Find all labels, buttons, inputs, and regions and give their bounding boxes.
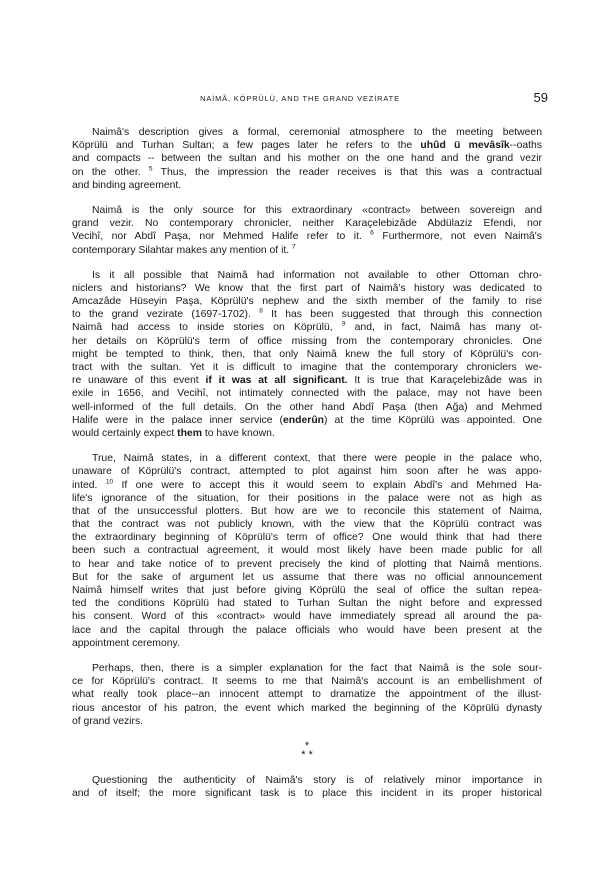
text-line bbox=[72, 269, 542, 282]
text-run: Is it all possible that Naimâ had information not available to other Ottoman chro- bbox=[92, 269, 542, 281]
text-line bbox=[72, 624, 542, 637]
text-run: been such a contractual agreement, it would most likely have been made public for all bbox=[72, 545, 542, 557]
text-line bbox=[72, 244, 542, 257]
text-run: to have known. bbox=[201, 427, 275, 439]
paragraph bbox=[72, 774, 542, 800]
text-run: True, Naimâ states, in a different context, that there were people in the palace who, bbox=[92, 453, 542, 465]
text-line bbox=[72, 126, 542, 139]
text-run: appointment ceremony. bbox=[72, 637, 180, 649]
text-run: and of itself; the more significant task is to place this incident in its proper historical bbox=[72, 788, 542, 800]
text-line bbox=[72, 139, 542, 152]
footnote-ref: 10 bbox=[105, 478, 114, 486]
text-line bbox=[72, 584, 542, 597]
text-run: ted the conditions Köprülü had stated to Turhan Sultan the night before and expressed bbox=[72, 598, 542, 610]
text-line bbox=[72, 637, 542, 650]
paragraph bbox=[72, 662, 542, 728]
paragraph bbox=[72, 269, 542, 440]
text-line bbox=[72, 295, 542, 308]
text-run: life's ignorance of the situation, for their positions in the palace were not as high as bbox=[72, 492, 542, 504]
text-run: that of the unsuccessful plotters. But how are we to reconcile this statement of Naima, bbox=[72, 505, 542, 517]
text-run: ce for Köprülü's contract. It seems to me that Naimâ's account is an embellishment of bbox=[72, 676, 542, 688]
footnote-ref: 8 bbox=[259, 307, 263, 315]
text-line bbox=[72, 166, 542, 179]
emphasis-text: them bbox=[177, 427, 202, 439]
text-run: Questioning the authenticity of Naimâ's story is of relatively minor importance in bbox=[92, 774, 542, 786]
text-run: rious ancestor of his patron, the event which marked the beginning of the Köprülü dynasty bbox=[72, 702, 542, 714]
text-run: lace and the capital through the palace officials who would have been present at the bbox=[72, 624, 542, 636]
text-run: It has been suggested that through this connection bbox=[262, 309, 542, 321]
text-line bbox=[72, 774, 542, 787]
emphasis-text: enderûn bbox=[283, 414, 325, 426]
text-run: and binding agreement. bbox=[72, 179, 182, 191]
text-line bbox=[72, 335, 542, 348]
text-run: that the contract was not publicly known, with the view that the Köprülü contract was bbox=[72, 519, 542, 531]
text-line bbox=[72, 715, 542, 728]
separator-bottom: * * bbox=[301, 748, 313, 761]
footnote-ref: 5 bbox=[148, 165, 153, 173]
text-line bbox=[72, 675, 542, 688]
text-run: and, in fact, Naimâ has many ot- bbox=[345, 322, 542, 334]
text-line bbox=[72, 597, 542, 610]
text-run: --oaths bbox=[509, 140, 542, 152]
footnote-ref: 6 bbox=[370, 229, 374, 237]
text-run: unaware of Köprülü's contract, attempted to plot against him soon after he was appo- bbox=[72, 466, 542, 478]
text-line bbox=[72, 401, 542, 414]
text-run: ) at the time Köprülü was appointed. One bbox=[324, 414, 542, 426]
text-line bbox=[72, 204, 542, 217]
emphasis-text: if it was at all significant. bbox=[205, 375, 348, 387]
text-line bbox=[72, 787, 542, 800]
text-line bbox=[72, 282, 542, 295]
text-run: might be tempted to think, then, that only Naimâ knew the full story of Köprülü's con- bbox=[72, 348, 542, 360]
text-run: to hear and take notice of to prevent precisely the kind of plotting that Naimâ mentions. bbox=[72, 558, 542, 570]
text-run: Naimâ had access to inside stories on Köprülü, bbox=[72, 322, 342, 334]
text-line bbox=[72, 465, 542, 478]
text-run: Amcazâde Hüseyin Paşa, Köprülü's nephew and the sixth member of the family to rise bbox=[72, 296, 542, 308]
text-run: her details on Köprülü's term of office missing from the contemporary chronicles. One bbox=[72, 335, 542, 347]
text-run: inted. bbox=[72, 479, 106, 491]
paragraph bbox=[72, 452, 542, 650]
text-run: Thus, the impression the reader receives is that this was a contractual bbox=[152, 166, 542, 178]
text-line bbox=[72, 492, 542, 505]
text-run: what really took place--an innocent attempt to dramatize the appointment of the illust- bbox=[72, 689, 542, 701]
text-line bbox=[72, 152, 542, 165]
text-line bbox=[72, 702, 542, 715]
text-line bbox=[72, 308, 542, 321]
separator-top: * bbox=[304, 739, 310, 752]
text-run: Vecihî, nor Abdî Paşa, nor Mehmed Halife refer to it. bbox=[72, 231, 371, 243]
text-run: But for the sake of argument let us assume that there was no official announcement bbox=[72, 571, 542, 583]
text-run: niclers and historians? We know that the first part of Naimâ's history was dedicated to bbox=[72, 282, 542, 294]
text-line bbox=[72, 479, 542, 492]
text-run: Naimâ himself writes that just before giving Köprülü the seal of office the sultan repea- bbox=[72, 585, 542, 596]
text-line bbox=[72, 558, 542, 571]
text-line bbox=[72, 688, 542, 701]
text-run: his consent. Word of this «contract» would have immediately spread all around the pa- bbox=[72, 611, 542, 623]
text-run: well-informed of the full details. On the other hand Abdî Paşa (then Ağa) and Mehmed bbox=[72, 401, 542, 413]
text-line bbox=[72, 361, 542, 374]
text-line bbox=[72, 387, 542, 400]
running-title: NAİMÂ, KÖPRÜLÜ, AND THE GRAND VEZİRATE bbox=[200, 94, 400, 103]
text-run: Köprülü and Turhan Sultan; a few pages later he refers to the bbox=[72, 140, 421, 152]
text-run: Naimâ is the only source for this extraordinary «contract» between sovereign and bbox=[92, 204, 542, 216]
text-line bbox=[72, 414, 542, 427]
text-run: and compacts -- between the sultan and his mother on the one hand and the grand vezir bbox=[72, 153, 542, 165]
emphasis-text: uhûd ü mevâsîk bbox=[420, 140, 510, 152]
page-number: 59 bbox=[533, 90, 548, 105]
text-run: on the other. bbox=[72, 166, 149, 178]
text-run: contemporary Silahtar makes any mention of it. bbox=[72, 244, 293, 256]
text-line bbox=[72, 662, 542, 675]
text-run: grand vezir. No contemporary chronicler, neither Karaçelebizâde Abdülaziz Efendi, nor bbox=[72, 218, 542, 230]
text-line bbox=[72, 230, 542, 243]
text-run: the extraordinary beginning of Köprülü's term of office? One would think that had there bbox=[72, 532, 542, 544]
text-run: would certainly expect bbox=[72, 427, 178, 439]
running-head bbox=[0, 92, 600, 108]
text-run: of grand vezirs. bbox=[72, 715, 144, 727]
text-run: Furthermore, not even Naimâ's bbox=[373, 231, 542, 243]
text-run: exile in 1656, and Vecihî, not intimately connected with the palace, may not have been bbox=[72, 388, 542, 400]
text-run: tract with the sultan. Yet it is difficult to imagine that the contemporary chroniclers we- bbox=[72, 362, 542, 373]
text-run: to the grand vezirate (1697-1702). bbox=[72, 309, 260, 321]
text-line bbox=[72, 427, 542, 440]
text-line bbox=[72, 348, 542, 361]
text-line bbox=[72, 505, 542, 518]
text-line bbox=[72, 217, 542, 230]
text-run: It is true that Karaçelebizâde was in bbox=[347, 375, 542, 387]
text-line bbox=[72, 571, 542, 584]
text-line bbox=[72, 374, 542, 387]
paragraph bbox=[72, 204, 542, 257]
text-run: Naimâ's description gives a formal, ceremonial atmosphere to the meeting between bbox=[92, 127, 542, 138]
footnote-ref: 7 bbox=[292, 243, 296, 251]
text-run: If one were to accept this it would seem to explain Abdî's and Mehmed Ha- bbox=[113, 479, 542, 491]
text-run: Halife were in the palace inner service ( bbox=[72, 414, 284, 426]
text-line bbox=[72, 321, 542, 334]
text-run: re unaware of this event bbox=[72, 375, 206, 387]
text-run: Perhaps, then, there is a simpler explanation for the fact that Naimâ is the sole sour- bbox=[92, 662, 542, 674]
text-line bbox=[72, 610, 542, 623]
text-line bbox=[72, 179, 542, 192]
text-line bbox=[72, 518, 542, 531]
section-separator bbox=[72, 739, 542, 762]
text-line bbox=[72, 531, 542, 544]
text-line bbox=[72, 544, 542, 557]
text-line bbox=[72, 452, 542, 465]
body-text bbox=[72, 126, 542, 812]
footnote-ref: 9 bbox=[341, 320, 346, 328]
paragraph bbox=[72, 126, 542, 192]
